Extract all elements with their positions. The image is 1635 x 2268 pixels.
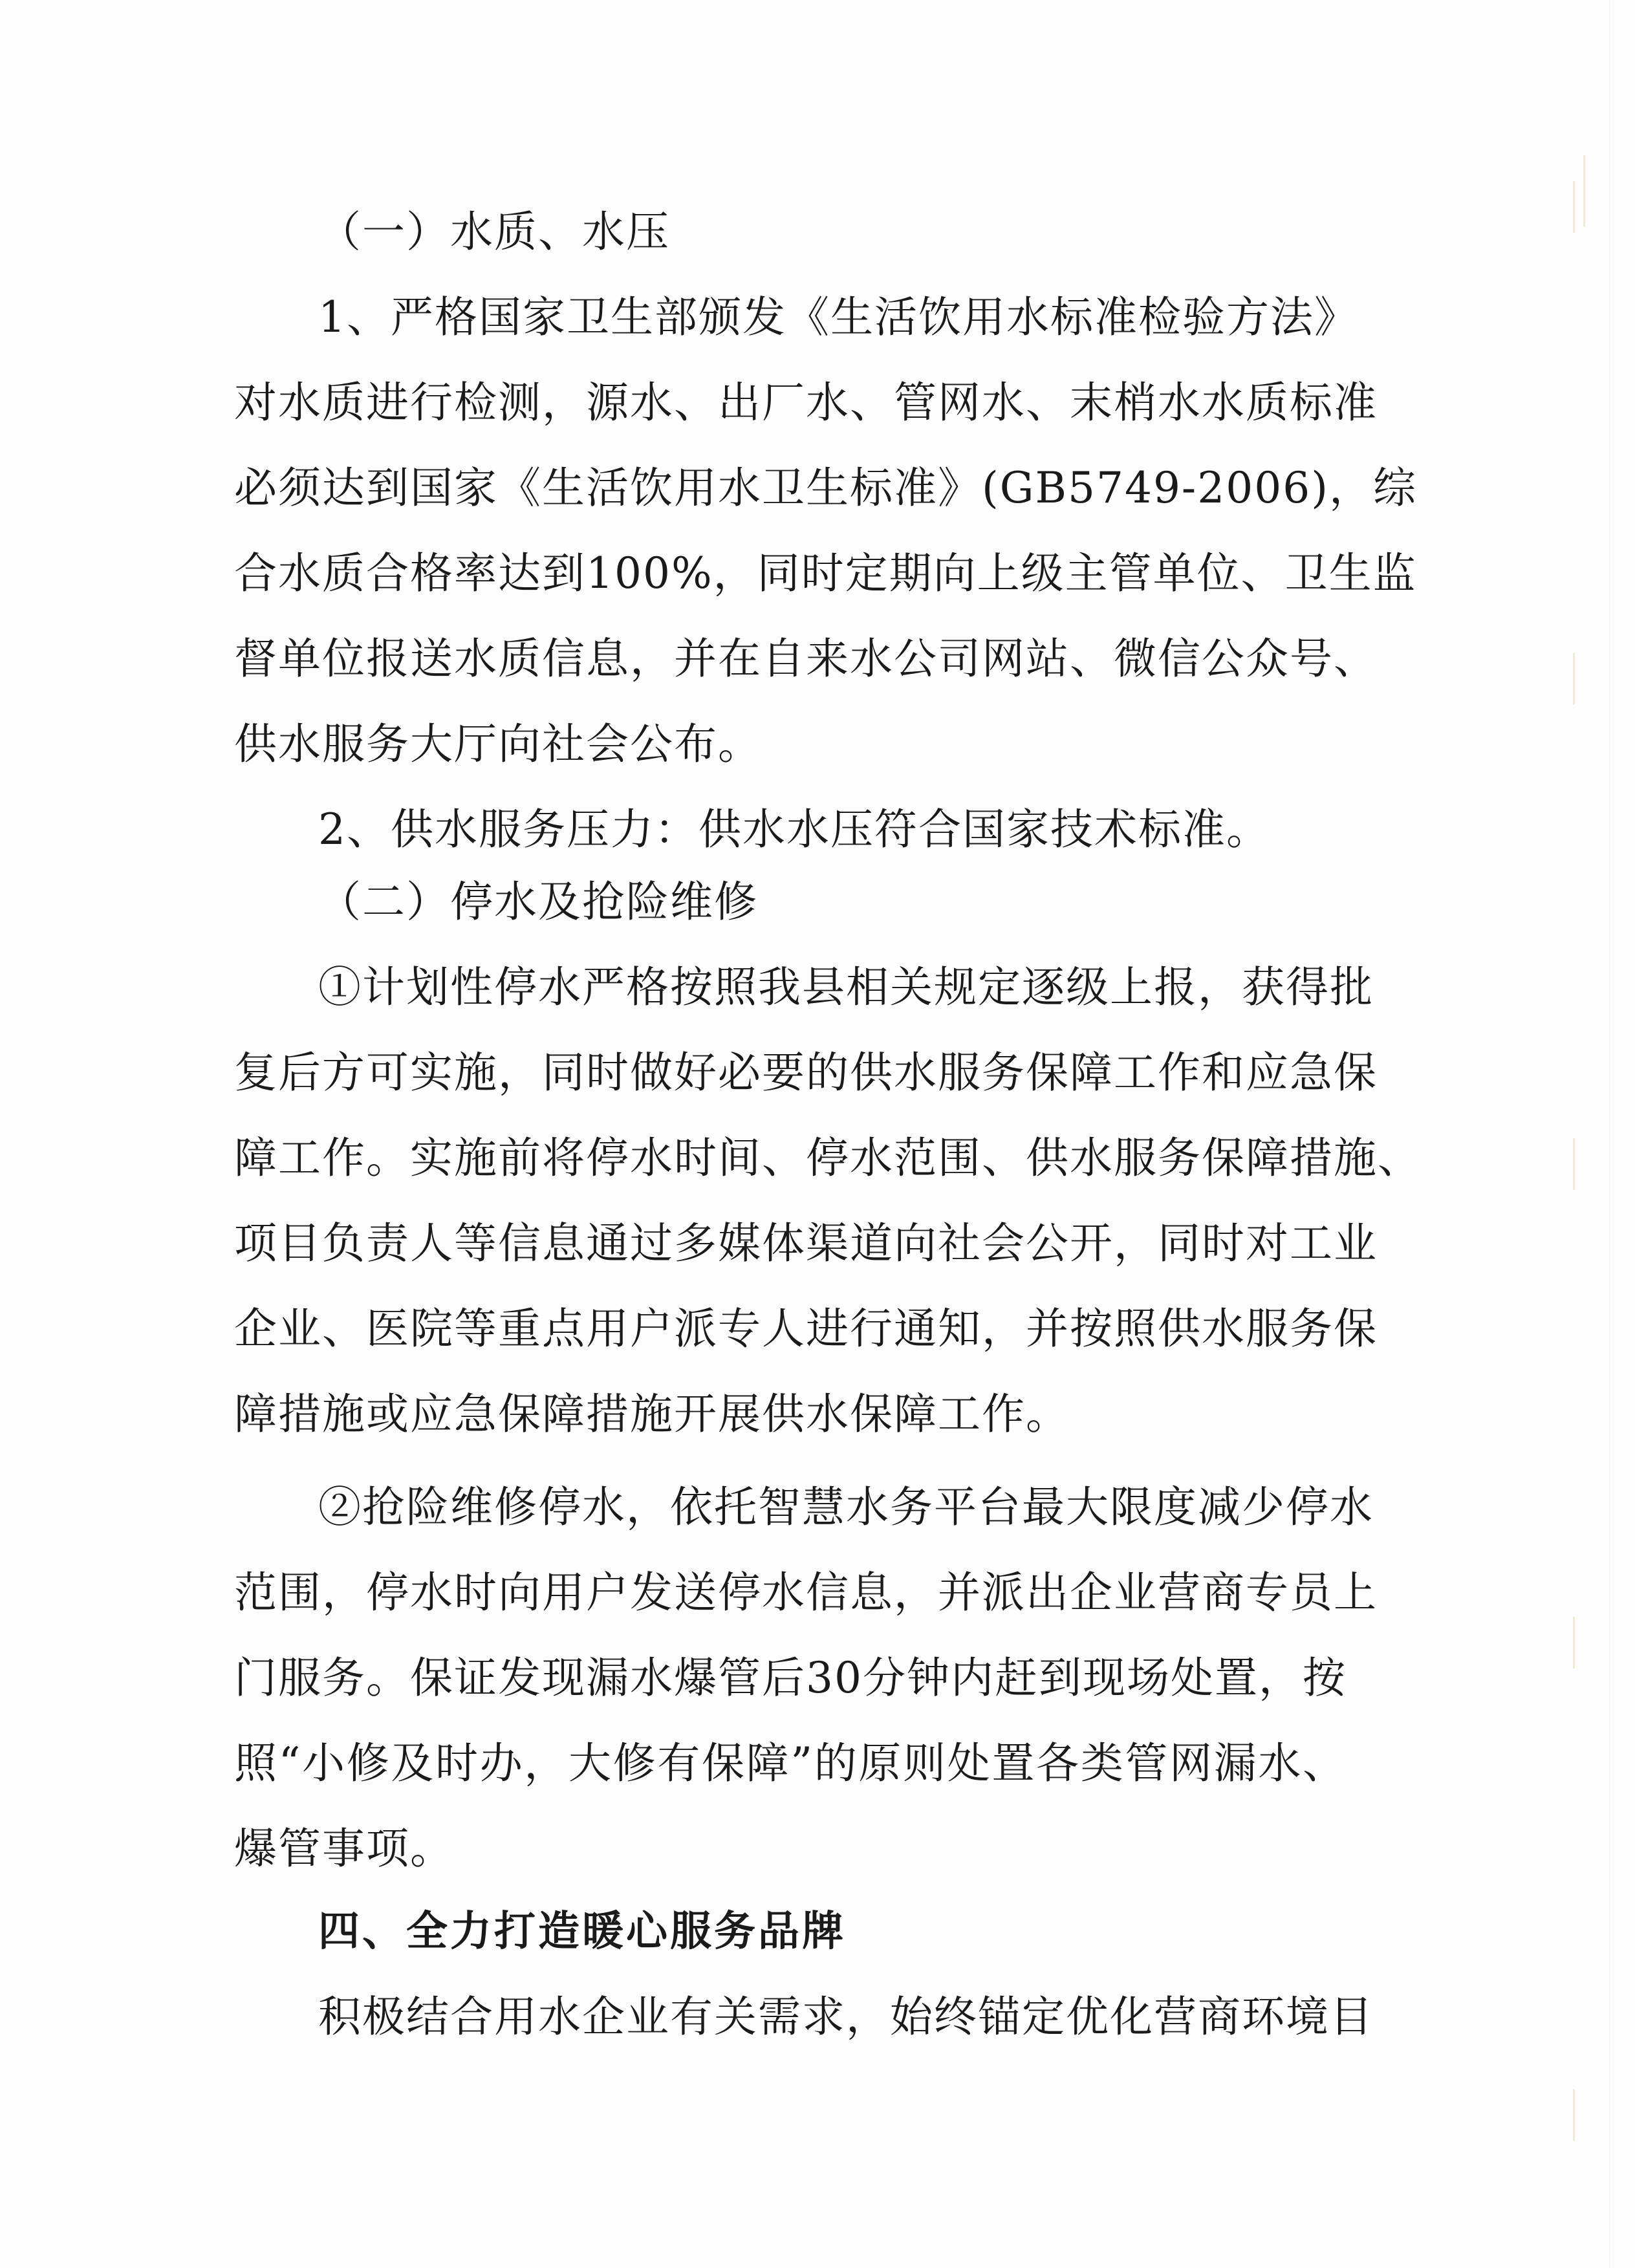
text-line: ①计划性停水严格按照我县相关规定逐级上报，获得批 [318, 962, 1374, 1012]
text-line: 四、全力打造暖心服务品牌 [318, 1908, 846, 1956]
paragraph-line [0, 1550, 1635, 1636]
text-line: ②抢险维修停水，依托智慧水务平台最大限度减少停水 [318, 1482, 1374, 1532]
text-line: 对水质进行检测，源水、出厂水、管网水、末梢水水质标准 [234, 378, 1378, 427]
text-line: 复后方可实施，同时做好必要的供水服务保障工作和应急保 [234, 1048, 1378, 1097]
text-line: 必须达到国家《生活饮用水卫生标准》(GB5749-2006)，综 [234, 463, 1417, 513]
paragraph-line [0, 1464, 1635, 1551]
paragraph-line [0, 1200, 1635, 1287]
text-line: 障措施或应急保障措施开展供水保障工作。 [234, 1389, 1070, 1439]
paragraph-line [0, 616, 1635, 702]
paragraph-line [0, 1635, 1635, 1722]
text-line: 积极结合用水企业有关需求，始终锚定优化营商环境目 [318, 1992, 1374, 2042]
scan-artifact [1583, 155, 1585, 226]
section-heading-service-brand [0, 1888, 1635, 1975]
text-line: 1、严格国家卫生部颁发《生活饮用水标准检验方法》 [318, 292, 1358, 342]
paragraph-line [0, 1030, 1635, 1116]
scan-artifact [1573, 653, 1575, 705]
scan-artifact [1573, 181, 1575, 233]
text-line: 项目负责人等信息通过多媒体渠道向社会公开，同时对工业 [234, 1218, 1378, 1268]
paragraph-line [0, 701, 1635, 788]
paragraph-line [0, 944, 1635, 1031]
text-line: 合水质合格率达到100%，同时定期向上级主管单位、卫生监 [234, 548, 1417, 598]
scan-artifact [1573, 2089, 1575, 2141]
text-line: （二）停水及抢险维修 [318, 877, 758, 927]
text-line: 范围，停水时向用户发送停水信息，并派出企业营商专员上 [234, 1568, 1378, 1617]
text-line: 企业、医院等重点用户派专人进行通知，并按照供水服务保 [234, 1304, 1378, 1354]
section-heading-outage [0, 859, 1635, 945]
scan-artifact [1573, 1138, 1575, 1190]
paragraph-line [0, 445, 1635, 532]
paragraph-line [0, 530, 1635, 617]
paragraph-line [0, 1974, 1635, 2060]
section-heading-water-quality [0, 189, 1635, 275]
text-line: 爆管事项。 [234, 1824, 454, 1874]
paragraph-line [0, 1371, 1635, 1458]
scan-artifact [1573, 1617, 1575, 1669]
text-line: 门服务。保证发现漏水爆管后30分钟内赶到现场处置，按 [234, 1653, 1347, 1703]
paragraph-line [0, 1286, 1635, 1372]
paragraph-line [0, 274, 1635, 361]
paragraph-line [0, 1720, 1635, 1807]
text-line: （一）水质、水压 [318, 207, 670, 257]
text-line: 照“小修及时办，大修有保障”的原则处置各类管网漏水、 [234, 1738, 1347, 1788]
text-line: 障工作。实施前将停水时间、停水范围、供水服务保障措施、 [234, 1133, 1422, 1183]
text-line: 供水服务大厅向社会公布。 [234, 719, 762, 769]
scan-edge [1609, 0, 1610, 2268]
text-line: 2、供水服务压力：供水水压符合国家技术标准。 [318, 805, 1270, 854]
paragraph-line [0, 1115, 1635, 1202]
paragraph-line [0, 1806, 1635, 1892]
paragraph-line [0, 360, 1635, 446]
text-line: 督单位报送水质信息，并在自来水公司网站、微信公众号、 [234, 634, 1378, 684]
